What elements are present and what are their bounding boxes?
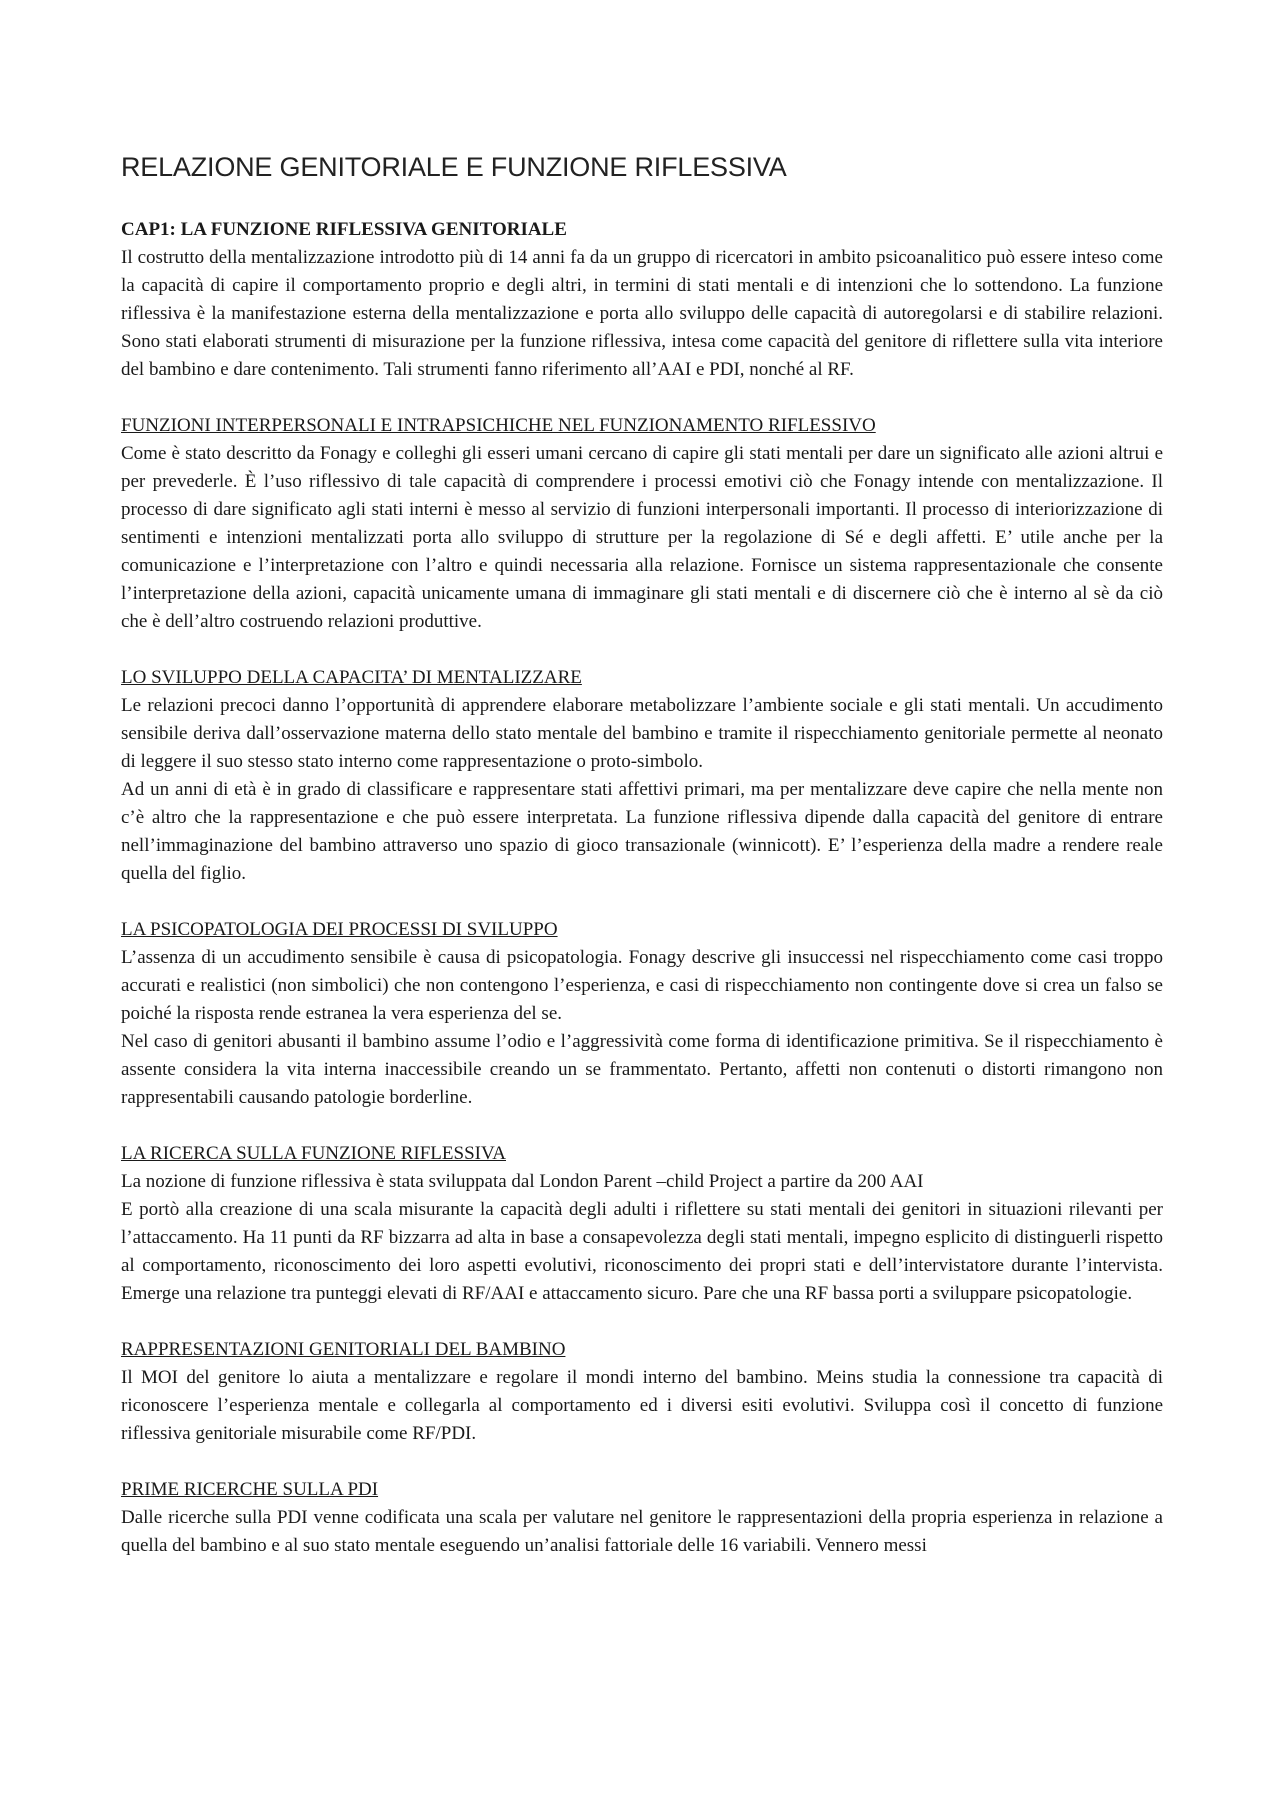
paragraph: La nozione di funzione riflessiva è stata sviluppata dal London Parent –child Project a partire da 200 AAI [121,1171,924,1192]
section-heading: RAPPRESENTAZIONI GENITORIALI DEL BAMBINO [121,1339,566,1360]
section-psychopathology [121,916,1163,1112]
section-heading: LA RICERCA SULLA FUNZIONE RIFLESSIVA [121,1143,506,1164]
section-heading: LO SVILUPPO DELLA CAPACITA’ DI MENTALIZZARE [121,667,582,688]
section-parental-representations [121,1336,1163,1448]
document-page [121,150,1163,1560]
section-heading: PRIME RICERCHE SULLA PDI [121,1479,379,1500]
section-mentalization-development [121,664,1163,888]
section-heading: FUNZIONI INTERPERSONALI E INTRAPSICHICHE NEL FUNZIONAMENTO RIFLESSIVO [121,415,876,436]
paragraph: Dalle ricerche sulla PDI venne codificata una scala per valutare nel genitore le rappresentazioni della propria esperienza in relazione a quella del bambino e al suo stato mentale eseguendo un’analisi fattoriale delle 16 variabili. Vennero messi [121,1507,1163,1556]
paragraph: L’assenza di un accudimento sensibile è causa di psicopatologia. Fonagy descrive gli insuccessi nel rispecchiamento come casi troppo accurati e realistici (non simbolici) che non contengono l’esperienza, e casi di rispecchiamento non contingente dove si crea un falso se poiché la risposta rende estranea la vera esperienza del se. [121,947,1163,1024]
document-title: RELAZIONE GENITORIALE E FUNZIONE RIFLESSIVA [121,152,787,182]
chapter-section [121,216,1163,384]
paragraph: Nel caso di genitori abusanti il bambino assume l’odio e l’aggressività come forma di identificazione primitiva. Se il rispecchiamento è assente considera la vita interna inaccessibile creando un se frammentato. Pertanto, affetti non contenuti o distorti rimangono non rappresentabili causando patologie borderline. [121,1031,1163,1108]
paragraph: E portò alla creazione di una scala misurante la capacità degli adulti i riflettere su stati mentali dei genitori in situazioni rilevanti per l’attaccamento. Ha 11 punti da RF bizzarra ad alta in base a consapevolezza degli stati mentali, impegno esplicito di distinguerli rispetto al comportamento, riconoscimento dei loro aspetti evolutivi, riconoscimento dei propri stati e dell’intervistatore durante l’intervista. Emerge una relazione tra punteggi elevati di RF/AAI e attaccamento sicuro. Pare che una RF bassa porti a sviluppare psicopatologie. [121,1199,1163,1304]
paragraph: Ad un anni di età è in grado di classificare e rappresentare stati affettivi primari, ma per mentalizzare deve capire che nella mente non c’è altro che la rappresentazione e che può essere interpretata. La funzione riflessiva dipende dalla capacità del genitore di entrare nell’immaginazione del bambino attraverso uno spazio di gioco transazionale (winnicott). E’ l’esperienza della madre a rendere reale quella del figlio. [121,779,1163,884]
section-interpersonal-functions [121,412,1163,636]
section-pdi-research [121,1476,1163,1560]
paragraph: Le relazioni precoci danno l’opportunità di apprendere elaborare metabolizzare l’ambiente sociale e gli stati mentali. Un accudimento sensibile deriva dall’osservazione materna dello stato mentale del bambino e tramite il rispecchiamento genitoriale permette al neonato di leggere il suo stesso stato interno come rappresentazione o proto-simbolo. [121,695,1163,772]
paragraph: Come è stato descritto da Fonagy e colleghi gli esseri umani cercano di capire gli stati mentali per dare un significato alle azioni altrui e per prevederle. È l’uso riflessivo di tale capacità di comprendere i processi emotivi ciò che Fonagy intende con mentalizzazione. Il processo di dare significato agli stati interni è messo al servizio di funzioni interpersonali importanti. Il processo di interiorizzazione di sentimenti e intenzioni mentalizzati porta allo sviluppo di strutture per la regolazione di Sé e degli affetti. E’ utile anche per la comunicazione e l’interpretazione con l’altro e quindi necessaria alla relazione. Fornisce un sistema rappresentazionale che consente l’interpretazione della azioni, capacità unicamente umana di immaginare gli stati mentali e di discernere ciò che è interno al sè da ciò che è dell’altro costruendo relazioni produttive. [121,443,1163,632]
section-reflective-function-research [121,1140,1163,1308]
chapter-heading: CAP1: LA FUNZIONE RIFLESSIVA GENITORIALE [121,219,567,240]
paragraph: Il costrutto della mentalizzazione introdotto più di 14 anni fa da un gruppo di ricercatori in ambito psicoanalitico può essere inteso come la capacità di capire il comportamento proprio e degli altri, in termini di stati mentali e di intenzioni che lo sottendono. La funzione riflessiva è la manifestazione esterna della mentalizzazione e porta allo sviluppo delle capacità di autoregolarsi e di stabilire relazioni. Sono stati elaborati strumenti di misurazione per la funzione riflessiva, intesa come capacità del genitore di riflettere sulla vita interiore del bambino e dare contenimento. Tali strumenti fanno riferimento all’AAI e PDI, nonché al RF. [121,247,1163,380]
paragraph: Il MOI del genitore lo aiuta a mentalizzare e regolare il mondi interno del bambino. Meins studia la connessione tra capacità di riconoscere l’esperienza mentale e collegarla al comportamento ed i diversi esiti evolutivi. Sviluppa così il concetto di funzione riflessiva genitoriale misurabile come RF/PDI. [121,1367,1163,1444]
section-heading: LA PSICOPATOLOGIA DEI PROCESSI DI SVILUPPO [121,919,558,940]
